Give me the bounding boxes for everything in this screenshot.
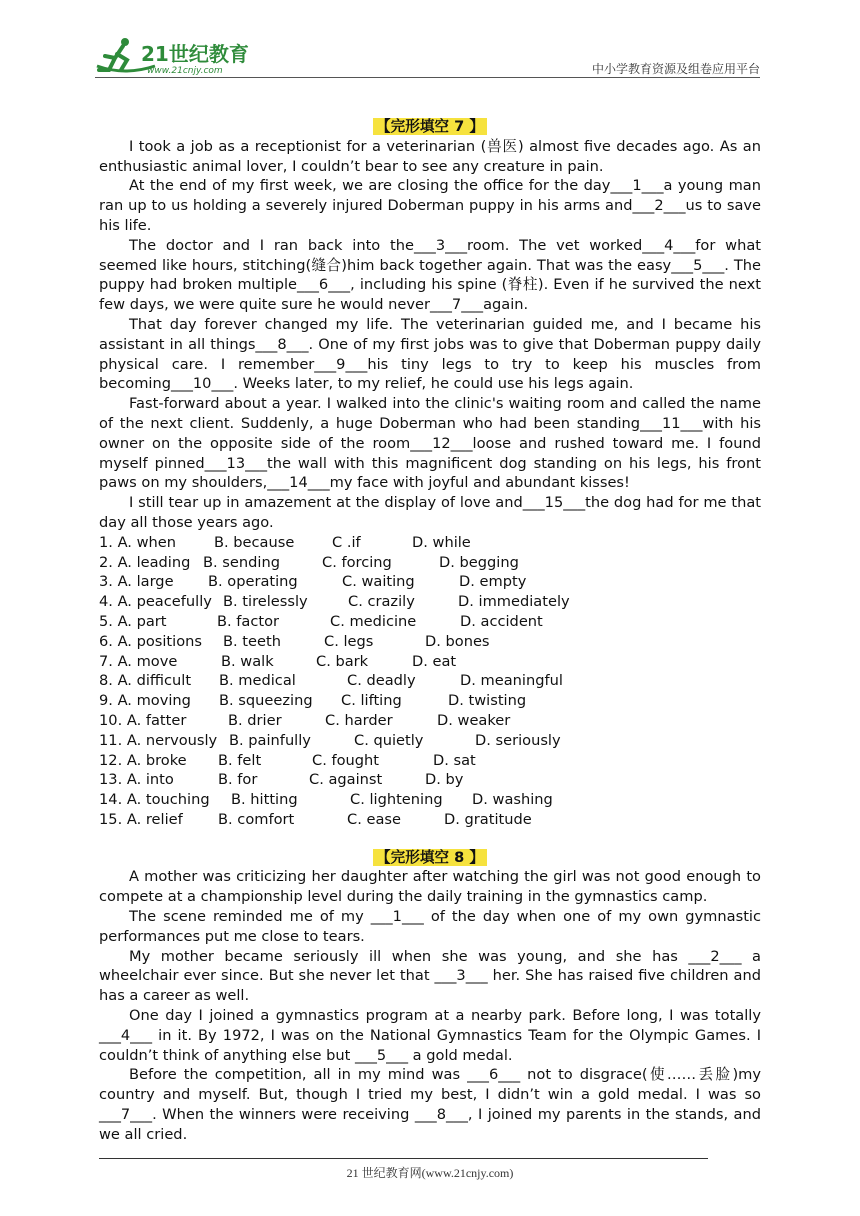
option-row [99, 553, 761, 573]
section-title-7: 【完形填空 7 】 [373, 118, 487, 135]
option-row [99, 770, 761, 790]
option-d: D. washing [472, 791, 553, 809]
option-c: C. quietly [354, 731, 424, 749]
option-row [99, 711, 761, 731]
option-a: 14. A. touching [99, 791, 210, 809]
option-b: B. comfort [218, 810, 295, 828]
option-row [99, 652, 761, 672]
option-c: C. ease [347, 810, 401, 828]
option-d: D. accident [460, 612, 543, 630]
option-c: C. waiting [342, 573, 415, 591]
option-b: B. medical [219, 672, 296, 690]
option-a: 13. A. into [99, 771, 174, 789]
paragraph: I still tear up in amazement at the display of love and___15___the dog had for me that day all those years ago. [99, 494, 761, 531]
option-a: 8. A. difficult [99, 672, 192, 690]
document-body [99, 117, 761, 1145]
option-row [99, 810, 761, 830]
page-footer: 21 世纪教育网(www.21cnjy.com) [346, 1166, 514, 1180]
option-d: D. weaker [437, 711, 511, 729]
option-b: B. teeth [223, 632, 281, 650]
option-row [99, 691, 761, 711]
paragraph: My mother became seriously ill when she was young, and she has ___2___ a wheelchair ever since. But she never let that ___3___ her. She has raised five children and has a career as well. [99, 947, 761, 1005]
option-row [99, 572, 761, 592]
option-c: C .if [332, 533, 361, 551]
option-row [99, 751, 761, 771]
option-c: C. forcing [322, 553, 392, 571]
footer-divider [99, 1158, 708, 1159]
option-d: D. twisting [448, 692, 527, 710]
option-b: B. operating [208, 573, 298, 591]
option-c: C. harder [325, 711, 393, 729]
option-a: 12. A. broke [99, 751, 187, 769]
option-c: C. fought [312, 751, 380, 769]
option-b: B. because [214, 533, 295, 551]
option-a: 11. A. nervously [99, 731, 218, 749]
option-c: C. medicine [330, 612, 417, 630]
paragraph: The scene reminded me of my ___1___ of the day when one of my own gymnastic performances put me close to tears. [99, 908, 761, 945]
runner-logo-icon [95, 36, 265, 76]
option-d: D. eat [412, 652, 457, 670]
paragraph: At the end of my first week, we are closing the office for the day___1___a young man ran up to us holding a severely injured Doberman puppy in his arms and___2___us to save his life. [99, 177, 761, 234]
paragraph: That day forever changed my life. The veterinarian guided me, and I became his assistant in all things___8___. One of my first jobs was to give that Doberman puppy daily physical care. I remember___9___his tiny legs to try to keep his muscles from becoming___10___. Weeks later, to my relief, he could use his legs again. [99, 315, 761, 393]
option-b: B. hitting [231, 791, 298, 809]
option-a: 5. A. part [99, 612, 167, 630]
option-d: D. meaningful [460, 672, 563, 690]
option-a: 15. A. relief [99, 810, 183, 828]
option-c: C. deadly [347, 672, 416, 690]
paragraph: Before the competition, all in my mind was ___6___ not to disgrace(使……丢脸)my country and myself. But, though I tried my best, I didn’t win a gold medal. I was so ___7___. When the winners were receiving ___8___, I joined my parents in the stands, and we all cried. [99, 1066, 761, 1143]
option-c: C. legs [324, 632, 374, 650]
paragraph: The doctor and I ran back into the___3___room. The vet worked___4___for what seemed like hours, stitching(缝合)him back together again. That was the easy___5___. The puppy had broken multiple___6___, including his spine (脊柱). Even if he survived the next few days, we were quite sure he would never___7___again. [99, 236, 761, 314]
platform-name: 中小学教育资源及组卷应用平台 [591, 62, 760, 76]
paragraph: One day I joined a gymnastics program at a nearby park. Before long, I was totally ___4___ in it. By 1972, I was on the National Gymnastics Team for the Olympic Games. I couldn’t think of anything else but ___5___ a gold medal. [99, 1007, 761, 1064]
option-b: B. painfully [229, 731, 311, 749]
section-title-8: 【完形填空 8 】 [373, 849, 487, 866]
option-row [99, 612, 761, 632]
option-b: B. squeezing [219, 692, 313, 710]
option-b: B. walk [221, 652, 274, 670]
option-b: B. factor [217, 612, 280, 630]
logo-url: www.21cnjy.com [147, 66, 223, 76]
option-a: 10. A. fatter [99, 711, 187, 729]
option-a: 6. A. positions [99, 632, 202, 650]
option-d: D. sat [433, 751, 476, 769]
option-a: 7. A. move [99, 652, 178, 670]
option-row [99, 533, 761, 553]
option-d: D. empty [459, 573, 527, 591]
option-c: C. crazily [348, 593, 415, 611]
option-d: D. seriously [475, 731, 561, 749]
option-a: 9. A. moving [99, 692, 191, 710]
option-row [99, 632, 761, 652]
option-c: C. bark [316, 652, 369, 670]
option-a: 1. A. when [99, 533, 176, 551]
option-c: C. against [309, 771, 383, 789]
option-c: C. lightening [350, 791, 443, 809]
option-d: D. bones [425, 632, 490, 650]
option-b: B. sending [203, 553, 280, 571]
page-header [95, 30, 760, 80]
option-a: 4. A. peacefully [99, 593, 212, 611]
paragraph: A mother was criticizing her daughter after watching the girl was not good enough to compete at a championship level during the daily training in the gymnastics camp. [99, 868, 761, 906]
logo [95, 36, 265, 76]
option-d: D. gratitude [444, 810, 532, 828]
option-d: D. by [425, 771, 464, 789]
option-row [99, 790, 761, 810]
option-b: B. felt [218, 751, 262, 769]
option-c: C. lifting [341, 692, 402, 710]
paragraph: I took a job as a receptionist for a veterinarian (兽医) almost five decades ago. As an enthusiastic animal lover, I couldn’t bear to see any creature in pain. [99, 137, 761, 175]
option-d: D. while [412, 533, 471, 551]
option-b: B. drier [228, 711, 282, 729]
logo-text: 21世纪教育 [141, 42, 249, 66]
option-b: B. for [218, 771, 258, 789]
option-b: B. tirelessly [223, 593, 308, 611]
paragraph: Fast-forward about a year. I walked into the clinic's waiting room and called the name of the next client. Suddenly, a huge Doberman who had been standing___11___with his owner on the opposite side of the room___12___loose and rushed toward me. I found myself pinned___13___the wall with this magnificent dog standing on his legs, his front paws on my shoulders,___14___my face with joyful and abundant kisses! [99, 395, 761, 492]
option-row [99, 592, 761, 612]
option-row [99, 671, 761, 691]
option-a: 2. A. leading [99, 553, 191, 571]
option-a: 3. A. large [99, 573, 174, 591]
option-row [99, 731, 761, 751]
option-d: D. begging [439, 553, 519, 571]
option-d: D. immediately [458, 593, 570, 611]
header-divider [95, 77, 760, 78]
